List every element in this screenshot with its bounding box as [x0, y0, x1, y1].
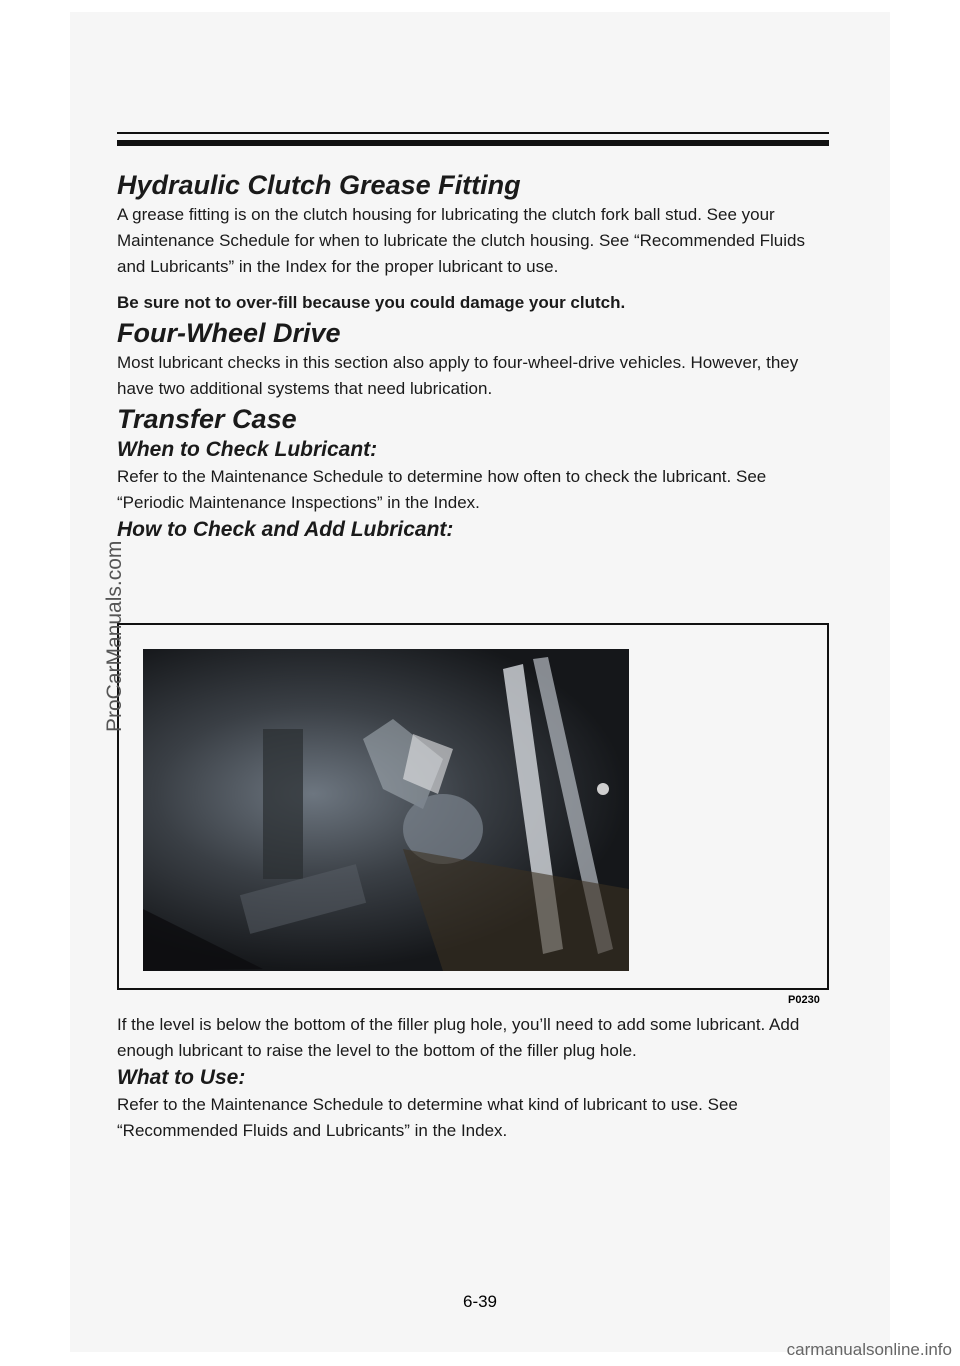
- content-column-lower: [117, 1012, 829, 1144]
- when-body: Refer to the Maintenance Schedule to determine how often to check the lubricant. See “Periodic Maintenance Inspections” in the Index.: [117, 467, 767, 512]
- section-title-transfer-case: Transfer Case: [117, 404, 297, 434]
- 4wd-body: Most lubricant checks in this section also apply to four-wheel-drive vehicles. However, they have two additional systems that need lubrication.: [117, 353, 799, 398]
- header-rule-thick: [117, 140, 829, 146]
- side-watermark: ProCarManuals.com: [103, 540, 126, 732]
- figure-frame: [117, 623, 829, 990]
- after-figure-text: If the level is below the bottom of the filler plug hole, you’ll need to add some lubricant. Add enough lubricant to raise the level to the bottom of the filler plug hole.: [117, 1015, 800, 1060]
- transfer-case-illustration: [143, 649, 629, 971]
- header-rule-thin: [117, 132, 829, 134]
- figure-code: P0230: [788, 994, 820, 1006]
- clutch-warning: Be sure not to over-fill because you could damage your clutch.: [117, 293, 626, 312]
- transfer-case-photo: [143, 649, 629, 971]
- when-heading: When to Check Lubricant:: [117, 438, 378, 461]
- how-heading: How to Check and Add Lubricant:: [117, 518, 454, 541]
- footer-watermark: carmanualsonline.info: [786, 1340, 952, 1359]
- what-heading: What to Use:: [117, 1066, 246, 1089]
- content-column: [117, 168, 829, 544]
- what-body: Refer to the Maintenance Schedule to determine what kind of lubricant to use. See “Recommended Fluids and Lubricants” in the Index.: [117, 1095, 738, 1140]
- section-title-clutch: Hydraulic Clutch Grease Fitting: [117, 170, 521, 200]
- clutch-body: A grease fitting is on the clutch housing for lubricating the clutch fork ball stud. See your Maintenance Schedule for when to lubricate the clutch housing. See “Recommended Fluids and Lubricants” in the Index for the proper lubricant to use.: [117, 205, 805, 276]
- section-title-4wd: Four-Wheel Drive: [117, 318, 341, 348]
- page-number: 6-39: [462, 1292, 498, 1311]
